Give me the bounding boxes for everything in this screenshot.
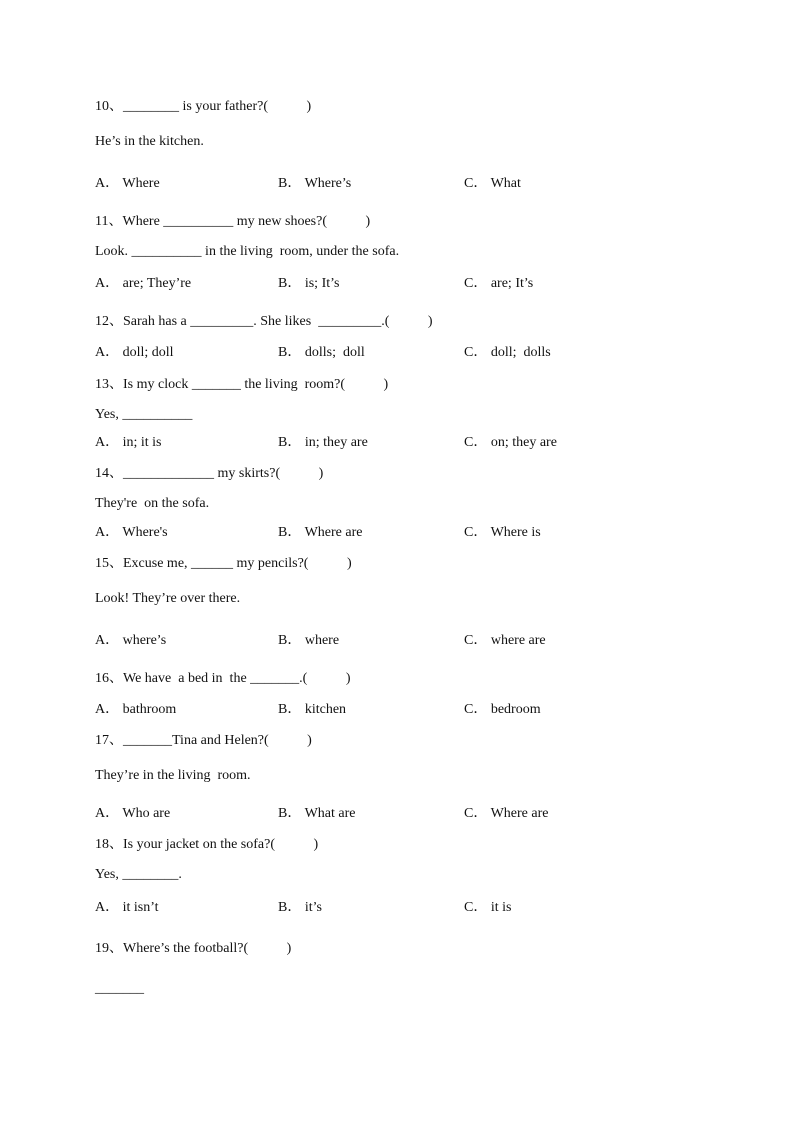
question-18-option-c: C． it is bbox=[464, 900, 512, 915]
question-15-stem: 15、Excuse me, ______ my pencils?( ) bbox=[95, 556, 352, 571]
question-11-option-c: C． are; It’s bbox=[464, 276, 534, 291]
question-19-answer-blank: _______ bbox=[95, 981, 144, 996]
question-15-option-a: A． where’s bbox=[95, 633, 167, 648]
question-10-option-b: B． Where’s bbox=[278, 176, 352, 191]
question-11-option-b: B． is; It’s bbox=[278, 276, 340, 291]
question-13-option-c: C． on; they are bbox=[464, 435, 557, 450]
question-12-option-a: A． doll; doll bbox=[95, 345, 174, 360]
question-18-option-b: B． it’s bbox=[278, 900, 322, 915]
question-14-stem: 14、_____________ my skirts?( ) bbox=[95, 466, 324, 481]
question-11-option-a: A． are; They’re bbox=[95, 276, 192, 291]
question-15-answer-line: Look! They’re over there. bbox=[95, 591, 241, 606]
question-12-option-c: C． doll; dolls bbox=[464, 345, 551, 360]
question-16-stem: 16、We have a bed in the _______.( ) bbox=[95, 671, 351, 686]
question-17-option-c: C． Where are bbox=[464, 806, 549, 821]
question-10-option-a: A． Where bbox=[95, 176, 160, 191]
question-13-stem: 13、Is my clock _______ the living room?( ) bbox=[95, 377, 389, 392]
question-16-option-a: A． bathroom bbox=[95, 702, 177, 717]
question-19-stem: 19、Where’s the football?( ) bbox=[95, 941, 292, 956]
question-10-stem: 10、________ is your father?( ) bbox=[95, 99, 312, 114]
question-10-option-c: C． What bbox=[464, 176, 521, 191]
question-14-answer-line: They're on the sofa. bbox=[95, 496, 210, 511]
question-14-option-c: C． Where is bbox=[464, 525, 541, 540]
question-12-stem: 12、Sarah has a _________. She likes _________.( ) bbox=[95, 314, 433, 329]
question-13-option-b: B． in; they are bbox=[278, 435, 368, 450]
question-16-option-c: C． bedroom bbox=[464, 702, 541, 717]
question-15-option-c: C． where are bbox=[464, 633, 546, 648]
question-12-option-b: B． dolls; doll bbox=[278, 345, 365, 360]
question-17-stem: 17、_______Tina and Helen?( ) bbox=[95, 733, 312, 748]
question-18-stem: 18、Is your jacket on the sofa?( ) bbox=[95, 837, 319, 852]
question-13-option-a: A． in; it is bbox=[95, 435, 162, 450]
question-17-option-b: B． What are bbox=[278, 806, 356, 821]
question-18-answer-line: Yes, ________. bbox=[95, 867, 182, 882]
question-17-option-a: A． Who are bbox=[95, 806, 171, 821]
question-18-option-a: A． it isn’t bbox=[95, 900, 159, 915]
question-16-option-b: B． kitchen bbox=[278, 702, 347, 717]
question-15-option-b: B． where bbox=[278, 633, 340, 648]
question-13-answer-line: Yes, __________ bbox=[95, 407, 193, 422]
question-17-answer-line: They’re in the living room. bbox=[95, 768, 251, 783]
question-11-answer-line: Look. __________ in the living room, under the sofa. bbox=[95, 244, 400, 259]
question-14-option-b: B． Where are bbox=[278, 525, 363, 540]
question-14-option-a: A． Where's bbox=[95, 525, 168, 540]
question-10-answer-line: He’s in the kitchen. bbox=[95, 134, 204, 149]
question-11-stem: 11、Where __________ my new shoes?( ) bbox=[95, 214, 371, 229]
